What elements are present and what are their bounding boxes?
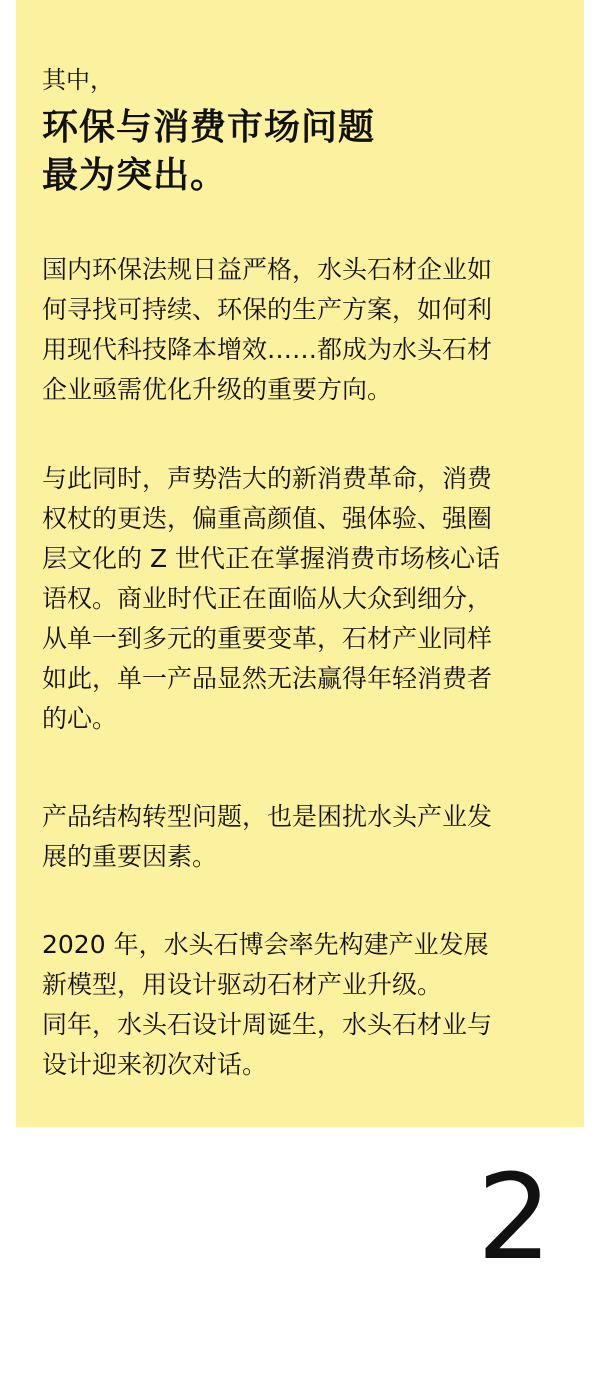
headline — [42, 104, 375, 200]
headline-line-2: 最为突出。 — [42, 155, 228, 196]
intro-text: 其中， — [42, 66, 114, 94]
page-number: 2 — [476, 1148, 552, 1286]
paragraph-consumption-revolution: 与此同时，声势浩大的新消费革命，消费 权杖的更迭，偏重高颜值、强体验、强圈 层文化的 Z 世代正在掌握消费市场核心话 语权。商业时代正在面临从大众到细分， 从单一到多元的重要变革，石材产业同样 如此，单一产品显然无法赢得年轻消费者 的心。 — [42, 464, 501, 733]
headline-line-1: 环保与消费市场问题 — [42, 107, 376, 148]
paragraph-product-structure: 产品结构转型问题，也是困扰水头产业发 展的重要因素。 — [42, 802, 493, 871]
paragraph-design-week: 2020 年，水头石博会率先构建产业发展 新模型，用设计驱动石材产业升级。 同年，水头石设计周诞生，水头石材业与 设计迎来初次对话。 — [42, 930, 493, 1079]
paragraph-environmental-regulations: 国内环保法规日益严格，水头石材企业如 何寻找可持续、环保的生产方案，如何利 用现代科技降本增效……都成为水头石材 企业亟需优化升级的重要方向。 — [42, 255, 493, 404]
